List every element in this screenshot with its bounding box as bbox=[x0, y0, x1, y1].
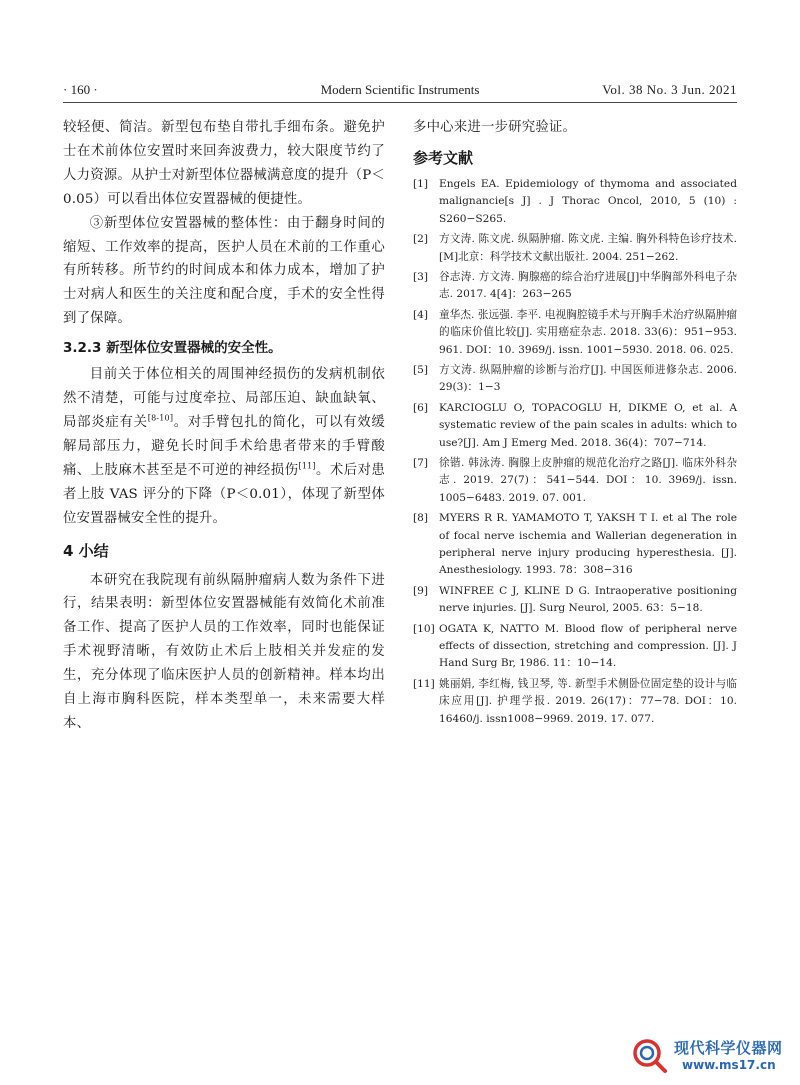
reference-text: 方文涛. 纵隔肿瘤的诊断与治疗[J]. 中国医师进修杂志. 2006. 29(3)：1−3 bbox=[439, 363, 737, 394]
reference-item bbox=[413, 676, 737, 728]
running-header bbox=[63, 78, 737, 103]
watermark-name: 现代科学仪器网 bbox=[674, 1039, 783, 1057]
reference-text: 谷志涛. 方文涛. 胸腺癌的综合治疗进展[J]中华胸部外科电子杂志. 2017. 4[4]：263−265 bbox=[439, 270, 737, 301]
reference-item bbox=[413, 455, 737, 507]
reference-text: WINFREE C J, KLINE D G. Intraoperative positioning nerve injuries. [J]. Surg Neurol, 2005. 63：5−18. bbox=[439, 584, 737, 615]
site-watermark bbox=[630, 1034, 790, 1078]
reference-text: MYERS R R. YAMAMOTO T, YAKSH T I. et al The role of focal nerve ischemia and Wallerian degeneration in peripheral nerve injury producing hyperesthesia. [J]. Anesthesiology. 1993. 78：308−316 bbox=[439, 512, 737, 577]
reference-number: [6] bbox=[413, 401, 429, 414]
paragraph-summary: 本研究在我院现有前纵隔肿瘤病人数为条件下进行，结果表明：新型体位安置器械能有效简化术前准备工作、提高了医护人员的工作效率，同时也能保证手术视野清晰，有效防止术后上肢相关并发症的发生，充分体现了临床医护人员的创新精神。样本均出自上海市胸科医院，样本类型单一，未来需要大样本、 bbox=[63, 572, 385, 731]
section-heading: 4 小结 bbox=[63, 541, 109, 560]
reference-number: [4] bbox=[413, 308, 429, 321]
reference-number: [5] bbox=[413, 363, 429, 376]
subsection-heading: 3.2.3 新型体位安置器械的安全性。 bbox=[63, 340, 282, 357]
reference-item bbox=[413, 307, 737, 359]
page-number: · 160 · bbox=[63, 82, 98, 97]
reference-number: [8] bbox=[413, 512, 429, 525]
journal-name: Modern Scientific Instruments bbox=[320, 82, 480, 97]
left-column bbox=[63, 116, 385, 736]
reference-item bbox=[413, 400, 737, 452]
reference-text: 姚丽娟, 李红梅, 钱卫琴, 等. 新型手术侧卧位固定垫的设计与临床应用[J]. 护理学报. 2019. 26(17)：77−78. DOI：10. 16460/j. issn1008−9969. 2019. 17. 077. bbox=[439, 677, 737, 725]
reference-number: [9] bbox=[413, 584, 429, 597]
reference-number: [7] bbox=[413, 457, 429, 469]
reference-number: [10] bbox=[413, 622, 435, 635]
paragraph-safety: 目前关于体位相关的周围神经损伤的发病机制依然不清楚，可能与过度牵拉、局部压迫、缺血缺氧、局部炎症有关[8-10]。对手臂包扎的简化，可以有效缓解局部压力，避免长时间手术给患者带来的手臂酸痛、上肢麻木甚至是不可逆的神经损伤[11]。术后对患者上肢 VAS 评分的下降（P＜0.01），体现了新型体位安置器械安全性的提升。 bbox=[63, 367, 386, 526]
reference-item bbox=[413, 510, 737, 580]
reference-item bbox=[413, 362, 737, 397]
right-column bbox=[413, 116, 737, 731]
reference-item bbox=[413, 231, 737, 266]
reference-item bbox=[413, 176, 737, 228]
reference-number: [11] bbox=[413, 677, 435, 690]
references-heading: 参考文献 bbox=[413, 148, 474, 167]
reference-number: [2] bbox=[413, 233, 429, 246]
reference-text: Engels EA. Epidemiology of thymoma and associated malignancie[s J] . J Thorac Oncol, 2010, 5 (10) : S260−S265. bbox=[439, 177, 737, 225]
magnifier-logo-icon bbox=[630, 1036, 668, 1074]
reference-number: [1] bbox=[413, 177, 429, 190]
reference-text: OGATA K, NATTO M. Blood flow of peripheral nerve effects of dissection, stretching and compression. [J]. J Hand Surg Br, 1986. 11：10−14. bbox=[439, 622, 737, 670]
paragraph-integrity: ③新型体位安置器械的整体性：由于翻身时间的缩短、工作效率的提高，医护人员在术前的工作重心有所转移。所节约的时间成本和体力成本，增加了护士对病人和医生的关注度和配合度，手术的安全性得到了保障。 bbox=[63, 215, 385, 327]
reference-text: 徐锴. 韩泳涛. 胸腺上皮肿瘤的规范化治疗之路[J]. 临床外科杂志. 2019. 27(7)：541−544. DOI：10. 3969/j. issn. 1005−6483. 2019. 07. 001. bbox=[439, 457, 737, 504]
citation: [8-10] bbox=[147, 413, 174, 423]
reference-text: KARCIOGLU O, TOPACOGLU H, DIKME O, et al. A systematic review of the pain scales in adults: which to use?[J]. Am J Emerg Med. 2018. 36(4)：707−714. bbox=[439, 401, 737, 449]
reference-item bbox=[413, 583, 737, 618]
watermark-url: www.ms17.cn bbox=[682, 1058, 776, 1072]
paragraph-continuation: 较轻便、简洁。新型包布垫自带扎手细布条。避免护士在术前体位安置时来回奔波费力，较大限度节约了人力资源。从护士对新型体位器械满意度的提升（P＜0.05）可以看出体位安置器械的便捷性。 bbox=[63, 120, 385, 207]
paragraph-continuation-right: 多中心来进一步研究验证。 bbox=[413, 120, 577, 135]
reference-number: [3] bbox=[413, 270, 429, 283]
reference-text: 童华杰. 张远强. 李平. 电视胸腔镜手术与开胸手术治疗纵隔肿瘤的临床价值比较[J]. 实用癌症杂志. 2018. 33(6)：951−953. 961. DOI：10. 3969/j. issn. 1001−5930. 2018. 06. 025. bbox=[439, 308, 737, 356]
citation: [11] bbox=[298, 461, 316, 471]
reference-item bbox=[413, 621, 737, 673]
volume-issue: Vol. 38 No. 3 Jun. 2021 bbox=[602, 82, 737, 97]
reference-text: 方文涛. 陈文虎. 纵隔肿瘤. 陈文虎. 主编. 胸外科特色诊疗技术. [M]北京：科学技术文献出版社. 2004. 251−262. bbox=[439, 233, 737, 263]
reference-item bbox=[413, 269, 737, 304]
references-list bbox=[413, 176, 737, 728]
